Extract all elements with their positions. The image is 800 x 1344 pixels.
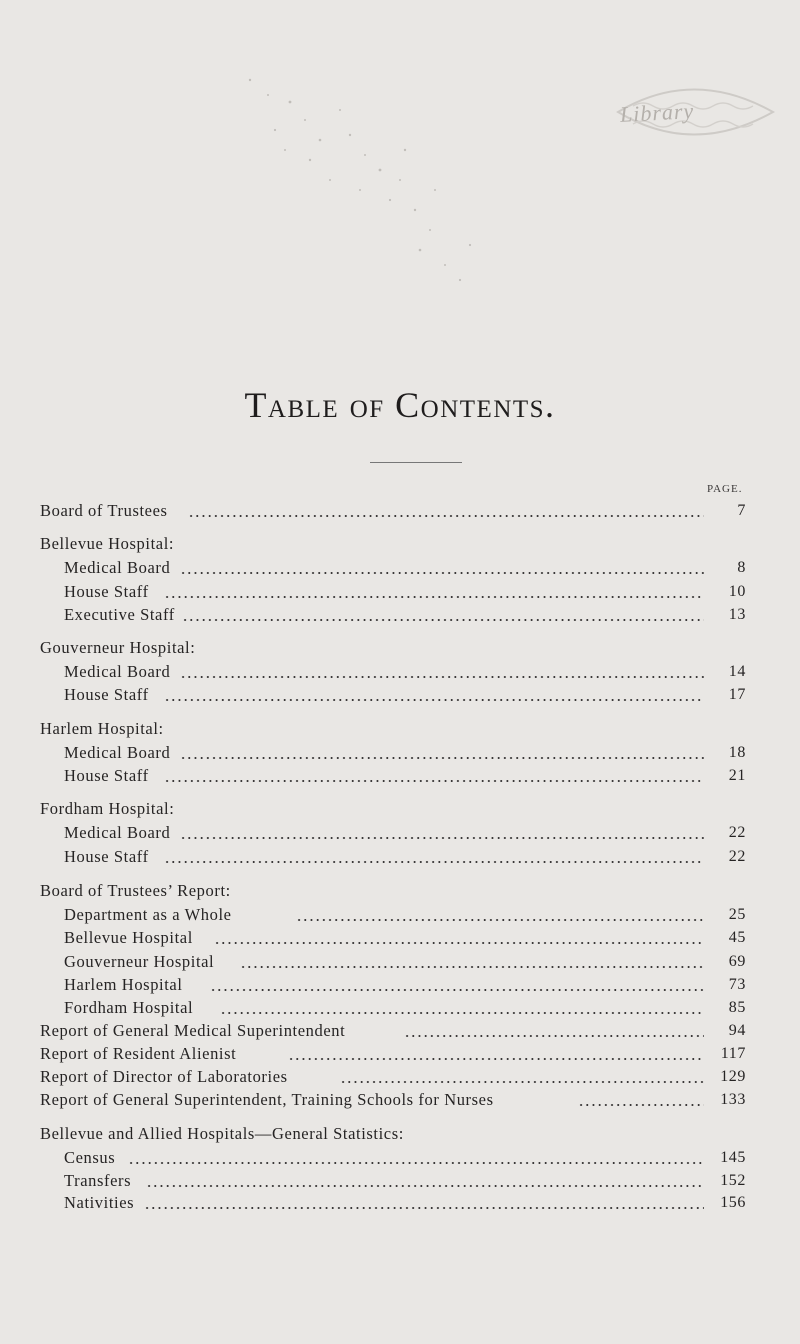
toc-entry-page: 156 bbox=[720, 1194, 746, 1211]
dot-leader bbox=[240, 966, 704, 968]
dot-leader bbox=[164, 780, 704, 782]
toc-entry-label: Medical Board bbox=[64, 823, 171, 842]
toc-entry[interactable] bbox=[64, 974, 746, 996]
toc-section-heading: Harlem Hospital: bbox=[40, 719, 164, 738]
toc-entry-label: Report of Director of Laboratories bbox=[40, 1067, 288, 1086]
dot-leader bbox=[578, 1104, 704, 1106]
dot-leader bbox=[210, 989, 704, 991]
toc-entry[interactable] bbox=[40, 1043, 746, 1065]
toc-entry-label: Medical Board bbox=[64, 558, 171, 577]
dot-leader bbox=[180, 676, 704, 678]
dot-leader bbox=[180, 572, 704, 574]
page-column-label: PAGE. bbox=[707, 483, 743, 495]
toc-entry-page: 13 bbox=[728, 606, 746, 623]
toc-entry-label: Bellevue Hospital bbox=[64, 928, 193, 947]
toc-entry[interactable] bbox=[64, 557, 746, 579]
toc-entry-page: 21 bbox=[728, 767, 746, 784]
toc-entry-page: 69 bbox=[728, 953, 746, 970]
toc-entry-page: 25 bbox=[728, 906, 746, 923]
toc-entry-label: Board of Trustees bbox=[40, 501, 168, 520]
toc-section-heading: Board of Trustees’ Report: bbox=[40, 881, 231, 900]
dot-leader bbox=[340, 1081, 704, 1083]
toc-entry-label: Report of General Medical Superintendent bbox=[40, 1021, 346, 1040]
toc-entry[interactable] bbox=[40, 1066, 746, 1088]
toc-entry[interactable] bbox=[64, 997, 746, 1019]
toc-entry-label: House Staff bbox=[64, 582, 149, 601]
toc-entry[interactable] bbox=[64, 581, 746, 603]
toc-entry-page: 117 bbox=[720, 1045, 746, 1062]
toc-entry-page: 22 bbox=[728, 824, 746, 841]
toc-entry-page: 10 bbox=[728, 583, 746, 600]
toc-entry-page: 133 bbox=[720, 1091, 746, 1108]
toc-entry-label: Census bbox=[64, 1148, 116, 1167]
toc-entry[interactable] bbox=[64, 604, 746, 626]
toc-entry[interactable] bbox=[64, 927, 746, 949]
toc-entry-page: 73 bbox=[728, 976, 746, 993]
toc-entry-page: 94 bbox=[728, 1022, 746, 1039]
toc-entry-page: 145 bbox=[720, 1149, 746, 1166]
toc-entry-label: Medical Board bbox=[64, 743, 171, 762]
page-title: Table of Contents. bbox=[244, 385, 556, 425]
toc-entry-label: Gouverneur Hospital bbox=[64, 952, 215, 971]
toc-entry-page: 14 bbox=[728, 663, 746, 680]
toc-entry[interactable] bbox=[64, 822, 746, 844]
toc-section-heading: Fordham Hospital: bbox=[40, 799, 175, 818]
library-stamp-text: Library bbox=[619, 98, 695, 127]
dot-leader bbox=[404, 1035, 704, 1037]
toc-entry[interactable] bbox=[64, 951, 746, 973]
toc-entry[interactable] bbox=[64, 765, 746, 787]
toc-entry-label: Nativities bbox=[64, 1193, 135, 1212]
dot-leader bbox=[146, 1185, 704, 1187]
dot-leader bbox=[164, 596, 704, 598]
toc-section-heading: Bellevue and Allied Hospitals—General Statistics: bbox=[40, 1124, 404, 1143]
dot-leader bbox=[144, 1207, 704, 1209]
toc-entry-label: Fordham Hospital bbox=[64, 998, 194, 1017]
dot-leader bbox=[180, 757, 704, 759]
dot-leader bbox=[182, 619, 704, 621]
toc-entry-label: Department as a Whole bbox=[64, 905, 232, 924]
toc-entry-page: 7 bbox=[737, 502, 746, 519]
ink-specks-decoration bbox=[230, 40, 530, 320]
dot-leader bbox=[288, 1058, 704, 1060]
toc-section-heading: Bellevue Hospital: bbox=[40, 534, 175, 553]
dot-leader bbox=[180, 837, 704, 839]
toc-entry[interactable] bbox=[64, 1170, 746, 1192]
dot-leader bbox=[188, 515, 704, 517]
toc-entry-page: 152 bbox=[720, 1172, 746, 1189]
toc-entry[interactable] bbox=[64, 1147, 746, 1169]
dot-leader bbox=[164, 861, 704, 863]
toc-entry-label: Report of General Superintendent, Training Schools for Nurses bbox=[40, 1090, 494, 1109]
dot-leader bbox=[214, 942, 704, 944]
toc-entry[interactable] bbox=[64, 846, 746, 868]
toc-entry-page: 22 bbox=[728, 848, 746, 865]
toc-entry[interactable] bbox=[64, 904, 746, 926]
toc-entry[interactable] bbox=[64, 661, 746, 683]
toc-section-heading: Gouverneur Hospital: bbox=[40, 638, 196, 657]
dot-leader bbox=[164, 699, 704, 701]
dot-leader bbox=[128, 1162, 704, 1164]
toc-entry-label: Report of Resident Alienist bbox=[40, 1044, 237, 1063]
dot-leader bbox=[296, 919, 704, 921]
toc-entry-page: 18 bbox=[728, 744, 746, 761]
toc-entry-label: House Staff bbox=[64, 685, 149, 704]
title-divider bbox=[370, 462, 462, 463]
toc-entry[interactable] bbox=[40, 1020, 746, 1042]
toc-entry-page: 17 bbox=[728, 686, 746, 703]
toc-entry[interactable] bbox=[40, 1089, 746, 1111]
toc-entry[interactable] bbox=[40, 500, 746, 522]
toc-entry[interactable] bbox=[64, 1192, 746, 1214]
toc-entry-page: 8 bbox=[737, 559, 746, 576]
toc-entry-label: Executive Staff bbox=[64, 605, 175, 624]
toc-entry-page: 85 bbox=[728, 999, 746, 1016]
toc-entry[interactable] bbox=[64, 684, 746, 706]
toc-entry-label: Medical Board bbox=[64, 662, 171, 681]
dot-leader bbox=[220, 1012, 704, 1014]
toc-entry-page: 45 bbox=[728, 929, 746, 946]
toc-entry-label: Harlem Hospital bbox=[64, 975, 183, 994]
toc-entry-label: Transfers bbox=[64, 1171, 132, 1190]
toc-entry-label: House Staff bbox=[64, 766, 149, 785]
toc-entry-label: House Staff bbox=[64, 847, 149, 866]
toc-entry-page: 129 bbox=[720, 1068, 746, 1085]
toc-entry[interactable] bbox=[64, 742, 746, 764]
